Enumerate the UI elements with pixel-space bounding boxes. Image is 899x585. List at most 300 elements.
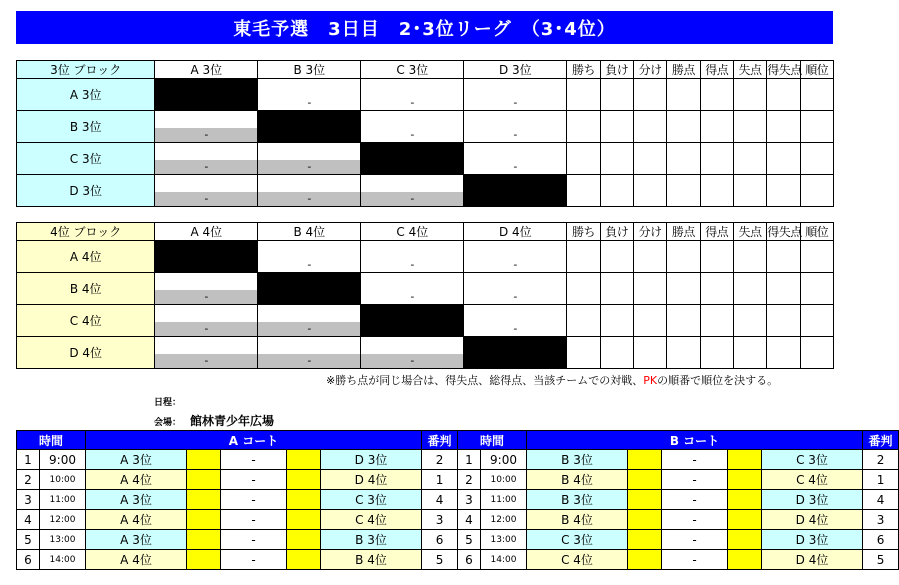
away-score-cell	[287, 450, 321, 470]
result-wrap	[464, 143, 566, 174]
away-score-cell	[287, 550, 321, 570]
venue-name: 館林青少年広場	[190, 414, 275, 428]
score-dash: -	[361, 354, 463, 368]
block-label: 3位 ブロック	[17, 61, 155, 79]
stat-header: 順位	[800, 61, 833, 79]
match-result-cell	[464, 305, 567, 337]
score-separator: -	[662, 450, 728, 470]
opponent-header: D 4位	[464, 223, 567, 241]
away-score-cell	[287, 530, 321, 550]
away-score-cell	[287, 470, 321, 490]
home-team: B 3位	[527, 450, 628, 470]
stat-header: 分け	[633, 61, 666, 79]
standings-header-row	[17, 223, 834, 241]
result-wrap	[155, 337, 257, 368]
result-wrap	[464, 273, 566, 304]
away-score-cell	[287, 490, 321, 510]
away-team: C 3位	[762, 450, 863, 470]
match-number: 2	[458, 470, 481, 490]
home-score-cell	[628, 550, 662, 570]
opponent-header: C 3位	[361, 61, 464, 79]
self-match-cell	[464, 337, 567, 369]
match-row	[458, 530, 899, 550]
stat-cell	[700, 111, 733, 143]
match-time: 10:00	[40, 470, 86, 490]
home-team: A 4位	[86, 510, 187, 530]
standings-row	[17, 143, 834, 175]
stat-cell	[733, 305, 766, 337]
result-wrap	[258, 305, 360, 336]
referee-number: 6	[863, 530, 899, 550]
schedule-header-row	[458, 431, 899, 450]
match-result-cell	[155, 273, 258, 305]
away-score-cell	[728, 550, 762, 570]
result-wrap	[258, 143, 360, 174]
block3-standings-table	[16, 60, 834, 207]
stat-cell	[567, 273, 600, 305]
score-dash: -	[155, 290, 257, 304]
match-time: 9:00	[40, 450, 86, 470]
score-dash: -	[258, 322, 360, 336]
score-dash: -	[513, 290, 518, 303]
referee-number: 3	[422, 510, 458, 530]
home-score-cell	[187, 530, 221, 550]
stat-cell	[700, 79, 733, 111]
match-result-cell	[361, 337, 464, 369]
score-separator: -	[221, 470, 287, 490]
stat-cell	[733, 273, 766, 305]
opponent-header: C 4位	[361, 223, 464, 241]
result-wrap	[155, 305, 257, 336]
away-team: D 3位	[762, 530, 863, 550]
score-dash: -	[513, 322, 518, 335]
stat-cell	[800, 273, 833, 305]
away-score-cell	[728, 490, 762, 510]
away-team: D 3位	[762, 490, 863, 510]
stat-cell	[600, 111, 633, 143]
away-score-cell	[287, 510, 321, 530]
time-header: 時間	[17, 431, 86, 450]
result-wrap	[155, 143, 257, 174]
stat-header: 分け	[633, 223, 666, 241]
away-team: D 3位	[321, 450, 422, 470]
score-separator: -	[221, 510, 287, 530]
stat-cell	[667, 79, 700, 111]
home-score-cell	[187, 470, 221, 490]
match-number: 4	[458, 510, 481, 530]
stat-cell	[600, 273, 633, 305]
match-number: 2	[17, 470, 40, 490]
stat-header: 勝点	[667, 61, 700, 79]
away-score-cell	[728, 530, 762, 550]
home-team: C 3位	[527, 530, 628, 550]
away-team: B 3位	[321, 530, 422, 550]
result-wrap	[258, 337, 360, 368]
away-score-cell	[728, 470, 762, 490]
score-dash: -	[258, 160, 360, 174]
match-result-cell	[155, 305, 258, 337]
stat-header: 負け	[600, 61, 633, 79]
standings-row	[17, 337, 834, 369]
score-separator: -	[221, 450, 287, 470]
self-match-cell	[258, 111, 361, 143]
match-number: 1	[458, 450, 481, 470]
match-result-cell	[155, 337, 258, 369]
block-label: 4位 ブロック	[17, 223, 155, 241]
stat-cell	[767, 273, 800, 305]
referee-header: 番判	[422, 431, 458, 450]
date-label: 日程：	[154, 398, 182, 408]
schedule-header-row	[17, 431, 458, 450]
stat-cell	[567, 111, 600, 143]
result-wrap	[361, 175, 463, 206]
match-result-cell	[258, 143, 361, 175]
stat-cell	[633, 305, 666, 337]
stat-cell	[633, 273, 666, 305]
home-score-cell	[628, 490, 662, 510]
team-label: D 4位	[17, 337, 155, 369]
team-label: A 4位	[17, 241, 155, 273]
stat-cell	[667, 273, 700, 305]
match-result-cell	[361, 273, 464, 305]
away-team: D 4位	[321, 470, 422, 490]
result-wrap	[361, 337, 463, 368]
away-team: C 4位	[321, 510, 422, 530]
home-score-cell	[187, 510, 221, 530]
away-team: B 4位	[321, 550, 422, 570]
score-dash: -	[410, 258, 415, 271]
stat-cell	[600, 143, 633, 175]
court-name: A コート	[86, 431, 422, 450]
match-result-cell	[464, 79, 567, 111]
score-separator: -	[662, 510, 728, 530]
match-result-cell	[155, 175, 258, 207]
stat-cell	[767, 337, 800, 369]
stat-header: 失点	[733, 223, 766, 241]
stat-cell	[767, 305, 800, 337]
stat-cell	[733, 143, 766, 175]
stat-cell	[700, 241, 733, 273]
home-team: A 3位	[86, 530, 187, 550]
stat-cell	[667, 143, 700, 175]
stat-cell	[733, 79, 766, 111]
score-separator: -	[662, 490, 728, 510]
score-dash: -	[513, 160, 518, 173]
home-team: B 4位	[527, 510, 628, 530]
stat-cell	[633, 111, 666, 143]
stat-cell	[700, 337, 733, 369]
team-label: A 3位	[17, 79, 155, 111]
score-dash: -	[513, 258, 518, 271]
stat-cell	[567, 175, 600, 207]
score-dash: -	[410, 96, 415, 109]
score-dash: -	[307, 96, 312, 109]
stat-header: 勝ち	[567, 61, 600, 79]
score-separator: -	[662, 530, 728, 550]
stat-cell	[800, 175, 833, 207]
score-dash: -	[155, 128, 257, 142]
match-result-cell	[258, 241, 361, 273]
block4-standings-table	[16, 222, 834, 369]
result-wrap	[361, 273, 463, 304]
match-row	[458, 450, 899, 470]
stat-cell	[600, 79, 633, 111]
match-result-cell	[258, 305, 361, 337]
match-row	[17, 490, 458, 510]
away-score-cell	[728, 510, 762, 530]
match-result-cell	[361, 111, 464, 143]
standings-header-row	[17, 61, 834, 79]
score-separator: -	[662, 470, 728, 490]
stat-header: 得点	[700, 223, 733, 241]
self-match-cell	[155, 79, 258, 111]
stat-cell	[700, 175, 733, 207]
stat-cell	[733, 337, 766, 369]
home-score-cell	[187, 550, 221, 570]
home-score-cell	[628, 470, 662, 490]
away-team: D 4位	[762, 510, 863, 530]
result-wrap	[361, 241, 463, 272]
referee-number: 4	[422, 490, 458, 510]
stat-cell	[633, 337, 666, 369]
stat-cell	[633, 143, 666, 175]
stat-cell	[800, 79, 833, 111]
result-wrap	[155, 111, 257, 142]
standings-row	[17, 305, 834, 337]
match-time: 13:00	[481, 530, 527, 550]
stat-header: 勝ち	[567, 223, 600, 241]
team-label: D 3位	[17, 175, 155, 207]
away-team: C 3位	[321, 490, 422, 510]
result-wrap	[361, 79, 463, 110]
match-row	[17, 550, 458, 570]
match-time: 12:00	[40, 510, 86, 530]
stat-cell	[600, 175, 633, 207]
home-score-cell	[628, 530, 662, 550]
score-dash: -	[258, 354, 360, 368]
score-dash: -	[155, 354, 257, 368]
time-header: 時間	[458, 431, 527, 450]
stat-cell	[733, 175, 766, 207]
result-wrap	[361, 111, 463, 142]
match-time: 13:00	[40, 530, 86, 550]
match-result-cell	[464, 241, 567, 273]
match-result-cell	[464, 273, 567, 305]
team-label: B 3位	[17, 111, 155, 143]
stat-cell	[633, 175, 666, 207]
stat-header: 得失点	[767, 61, 800, 79]
home-team: A 4位	[86, 550, 187, 570]
team-label: C 4位	[17, 305, 155, 337]
stat-header: 失点	[733, 61, 766, 79]
match-result-cell	[155, 111, 258, 143]
stat-cell	[767, 143, 800, 175]
away-team: D 4位	[762, 550, 863, 570]
match-number: 3	[458, 490, 481, 510]
home-team: A 4位	[86, 470, 187, 490]
self-match-cell	[361, 305, 464, 337]
match-number: 5	[458, 530, 481, 550]
stat-cell	[667, 305, 700, 337]
result-wrap	[464, 79, 566, 110]
home-score-cell	[628, 450, 662, 470]
stat-header: 得失点	[767, 223, 800, 241]
result-wrap	[464, 111, 566, 142]
score-dash: -	[513, 96, 518, 109]
stat-cell	[800, 111, 833, 143]
stat-cell	[633, 241, 666, 273]
standings-row	[17, 273, 834, 305]
score-dash: -	[410, 128, 415, 141]
stat-cell	[700, 273, 733, 305]
stat-header: 勝点	[667, 223, 700, 241]
match-time: 12:00	[481, 510, 527, 530]
stat-cell	[800, 241, 833, 273]
venue-label: 会場：	[154, 418, 182, 428]
home-team: C 4位	[527, 550, 628, 570]
court-name: B コート	[527, 431, 863, 450]
match-result-cell	[155, 143, 258, 175]
home-score-cell	[187, 450, 221, 470]
self-match-cell	[258, 273, 361, 305]
stat-cell	[800, 305, 833, 337]
stat-header: 得点	[700, 61, 733, 79]
stat-cell	[633, 79, 666, 111]
team-label: B 4位	[17, 273, 155, 305]
stat-cell	[667, 241, 700, 273]
result-wrap	[155, 273, 257, 304]
match-row	[458, 490, 899, 510]
stat-cell	[767, 111, 800, 143]
match-time: 9:00	[481, 450, 527, 470]
tiebreak-note: ※勝ち点が同じ場合は、得失点、総得点、当該チームでの対戦、PKの順番で順位を決する。	[326, 374, 779, 387]
score-dash: -	[155, 160, 257, 174]
home-score-cell	[187, 490, 221, 510]
referee-number: 5	[863, 550, 899, 570]
match-result-cell	[361, 175, 464, 207]
match-number: 1	[17, 450, 40, 470]
referee-number: 3	[863, 510, 899, 530]
score-dash: -	[307, 258, 312, 271]
match-number: 3	[17, 490, 40, 510]
score-dash: -	[155, 322, 257, 336]
stat-cell	[567, 143, 600, 175]
score-dash: -	[361, 192, 463, 206]
stat-cell	[700, 305, 733, 337]
home-score-cell	[628, 510, 662, 530]
stat-cell	[600, 337, 633, 369]
stat-cell	[733, 241, 766, 273]
opponent-header: A 4位	[155, 223, 258, 241]
result-wrap	[258, 175, 360, 206]
opponent-header: A 3位	[155, 61, 258, 79]
match-result-cell	[464, 143, 567, 175]
home-team: A 3位	[86, 490, 187, 510]
match-result-cell	[258, 175, 361, 207]
team-label: C 3位	[17, 143, 155, 175]
stat-cell	[800, 337, 833, 369]
match-time: 14:00	[481, 550, 527, 570]
referee-number: 5	[422, 550, 458, 570]
score-separator: -	[221, 550, 287, 570]
stat-cell	[600, 305, 633, 337]
page-title: 東毛予選 3日目 2･3位リーグ （3･4位）	[16, 11, 833, 44]
stat-cell	[567, 337, 600, 369]
score-dash: -	[155, 192, 257, 206]
score-dash: -	[410, 290, 415, 303]
self-match-cell	[361, 143, 464, 175]
match-result-cell	[361, 241, 464, 273]
stat-cell	[600, 241, 633, 273]
score-separator: -	[221, 490, 287, 510]
match-time: 11:00	[40, 490, 86, 510]
away-score-cell	[728, 450, 762, 470]
referee-number: 4	[863, 490, 899, 510]
self-match-cell	[464, 175, 567, 207]
stat-cell	[567, 305, 600, 337]
home-team: B 4位	[527, 470, 628, 490]
stat-cell	[567, 241, 600, 273]
match-result-cell	[258, 79, 361, 111]
result-wrap	[464, 241, 566, 272]
standings-row	[17, 79, 834, 111]
stat-cell	[767, 175, 800, 207]
match-row	[17, 510, 458, 530]
referee-header: 番判	[863, 431, 899, 450]
match-row	[458, 550, 899, 570]
result-wrap	[258, 241, 360, 272]
stat-cell	[800, 143, 833, 175]
match-time: 10:00	[481, 470, 527, 490]
home-team: A 3位	[86, 450, 187, 470]
referee-number: 2	[422, 450, 458, 470]
opponent-header: D 3位	[464, 61, 567, 79]
court-a-schedule	[16, 430, 458, 570]
match-row	[17, 470, 458, 490]
standings-row	[17, 175, 834, 207]
stat-cell	[667, 337, 700, 369]
standings-row	[17, 241, 834, 273]
referee-number: 1	[863, 470, 899, 490]
match-number: 6	[458, 550, 481, 570]
away-team: C 4位	[762, 470, 863, 490]
match-number: 6	[17, 550, 40, 570]
score-separator: -	[221, 530, 287, 550]
match-row	[17, 450, 458, 470]
stat-cell	[767, 79, 800, 111]
match-row	[458, 470, 899, 490]
match-result-cell	[464, 111, 567, 143]
opponent-header: B 3位	[258, 61, 361, 79]
court-b-schedule	[457, 430, 899, 570]
stat-cell	[667, 111, 700, 143]
stat-cell	[567, 79, 600, 111]
score-separator: -	[662, 550, 728, 570]
score-dash: -	[258, 192, 360, 206]
stat-cell	[700, 143, 733, 175]
match-result-cell	[258, 337, 361, 369]
match-row	[17, 530, 458, 550]
referee-number: 1	[422, 470, 458, 490]
match-result-cell	[361, 79, 464, 111]
stat-cell	[733, 111, 766, 143]
score-dash: -	[513, 128, 518, 141]
standings-row	[17, 111, 834, 143]
opponent-header: B 4位	[258, 223, 361, 241]
stat-cell	[667, 175, 700, 207]
match-number: 4	[17, 510, 40, 530]
referee-number: 6	[422, 530, 458, 550]
